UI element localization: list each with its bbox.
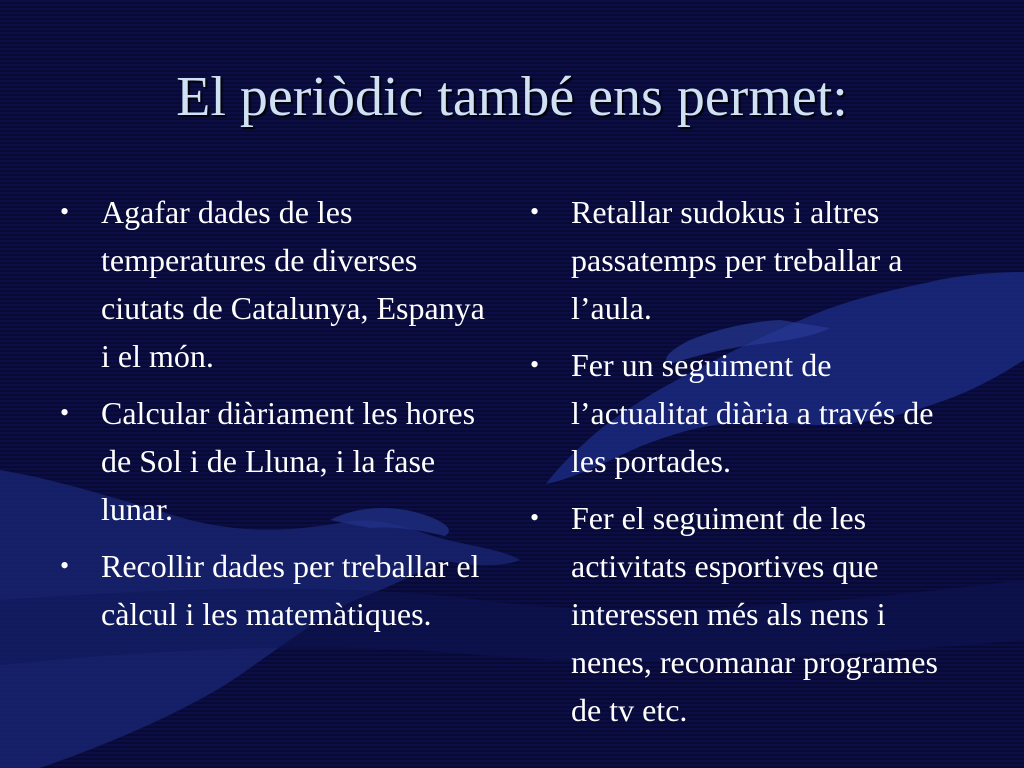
bullet-item — [60, 389, 500, 533]
bullet-icon: • — [60, 551, 70, 580]
bullet-icon: • — [60, 398, 70, 427]
slide-title: El periòdic també ens permet: — [176, 66, 848, 128]
bullet-icon: • — [530, 197, 540, 226]
bullet-text: Calcular diàriament les hores de Sol i de Lluna, i la fase lunar. — [101, 395, 476, 527]
bullet-icon: • — [60, 197, 70, 226]
bullet-text: Fer un seguiment de l’actualitat diària a través de les portades. — [571, 347, 934, 479]
right-bullet-list — [530, 188, 960, 743]
bullet-text: Fer el seguiment de les activitats esportives que interessen més als nens i nenes, recomanar programes de tv etc. — [571, 500, 938, 728]
bullet-text: Agafar dades de les temperatures de diverses ciutats de Catalunya, Espanya i el món. — [101, 194, 485, 374]
bullet-icon: • — [530, 503, 540, 532]
bullet-item — [530, 494, 960, 734]
bullet-item — [530, 341, 960, 485]
bullet-text: Retallar sudokus i altres passatemps per treballar a l’aula. — [571, 194, 903, 326]
bullet-item — [60, 188, 500, 380]
bullet-item — [530, 188, 960, 332]
left-bullet-list — [60, 188, 500, 647]
bullet-item — [60, 542, 500, 638]
bullet-text: Recollir dades per treballar el càlcul i les matemàtiques. — [101, 548, 480, 632]
bullet-icon: • — [530, 350, 540, 379]
